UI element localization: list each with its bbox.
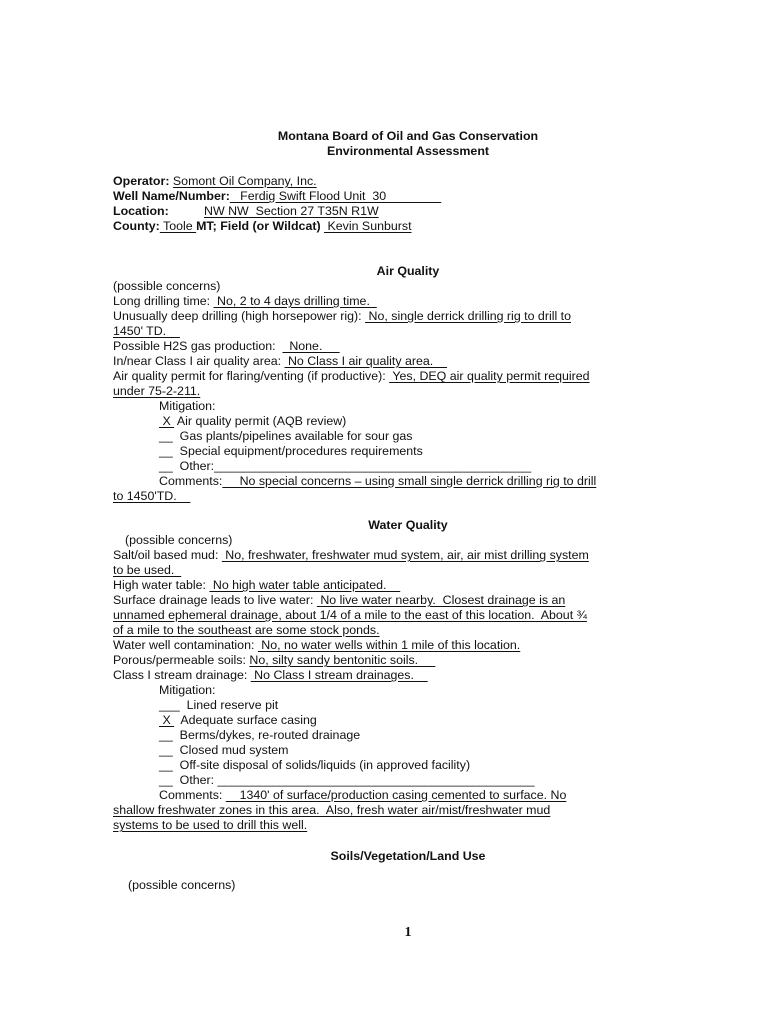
location-line: Location: NW NW Section 27 T35N R1W	[113, 204, 379, 218]
air-q-h2s: Possible H2S gas production: None.	[113, 339, 340, 353]
document-title: Montana Board of Oil and Gas Conservation	[277, 129, 539, 143]
air-q-permit: Air quality permit for flaring/venting (if productive): Yes, DEQ air quality permit required	[113, 369, 590, 383]
water-mitigation-item: __ Off-site disposal of solids/liquids (in approved facility)	[159, 758, 471, 772]
water-comments: Comments: 1340' of surface/production casing cemented to surface. No	[159, 788, 567, 802]
water-mitigation-item: X Adequate surface casing	[159, 713, 317, 727]
air-mitigation-label: Mitigation:	[159, 399, 216, 413]
water-comments-cont: systems to be used to drill this well.	[113, 818, 308, 832]
water-q-surface-drainage: Surface drainage leads to live water: No live water nearby. Closest drainage is an	[113, 593, 566, 607]
water-mitigation-item: __ Berms/dykes, re-routed drainage	[159, 728, 361, 742]
water-possible-concerns: (possible concerns)	[125, 533, 233, 547]
air-comments: Comments: No special concerns – using small single derrick drilling rig to drill	[159, 474, 597, 488]
operator-line: Operator: Somont Oil Company, Inc.	[113, 174, 317, 188]
county-value: Toole	[159, 219, 197, 233]
page-number: 1	[404, 925, 412, 940]
water-q-stream: Class I stream drainage: No Class I stream drainages.	[113, 668, 428, 682]
water-q-mud-cont: to be used.	[113, 563, 182, 577]
air-q-drilling-time: Long drilling time: No, 2 to 4 days drilling time.	[113, 294, 377, 308]
location-value: NW NW Section 27 T35N R1W	[204, 204, 379, 218]
air-mitigation-item: __ Other:______________________________________________	[159, 459, 532, 473]
water-mitigation-item: __ Closed mud system	[159, 743, 289, 757]
water-q-soils: Porous/permeable soils: No, silty sandy bentonitic soils.	[113, 653, 436, 667]
air-q-class-one: In/near Class I air quality area: No Class I air quality area.	[113, 354, 448, 368]
field-value: Kevin Sunburst	[324, 219, 412, 233]
air-quality-heading: Air Quality	[376, 264, 440, 278]
operator-value: Somont Oil Company, Inc.	[172, 174, 317, 188]
air-possible-concerns: (possible concerns)	[113, 279, 221, 293]
air-q-permit-cont: under 75-2-211.	[113, 384, 201, 398]
water-q-surface-drainage-cont: unnamed ephemeral drainage, about 1/4 of a mile to the east of this location. About ¾	[113, 608, 587, 622]
air-q-deep-drilling: Unusually deep drilling (high horsepower rig): No, single derrick drilling rig to drill to	[113, 309, 571, 323]
well-line: Well Name/Number: Ferdig Swift Flood Unit 30	[113, 189, 442, 203]
water-quality-heading: Water Quality	[368, 518, 448, 532]
well-value: Ferdig Swift Flood Unit 30	[229, 189, 442, 203]
water-mitigation-item: __ Other: ______________________________________________	[159, 773, 535, 787]
air-mitigation-item: __ Special equipment/procedures requirements	[159, 444, 423, 458]
water-q-surface-drainage-cont: of a mile to the southeast are some stock ponds.	[113, 623, 380, 637]
document-subtitle: Environmental Assessment	[326, 144, 490, 158]
air-mitigation-item: X Air quality permit (AQB review)	[159, 414, 347, 428]
soils-heading: Soils/Vegetation/Land Use	[330, 849, 486, 863]
air-mitigation-item: __ Gas plants/pipelines available for sour gas	[159, 429, 413, 443]
water-comments-cont: shallow freshwater zones in this area. Also, fresh water air/mist/freshwater mud	[113, 803, 551, 817]
soils-possible-concerns: (possible concerns)	[128, 878, 236, 892]
county-line: County: Toole MT; Field (or Wildcat) Kevin Sunburst	[113, 219, 412, 233]
water-mitigation-item: ___ Lined reserve pit	[159, 698, 279, 712]
air-comments-cont: to 1450'TD.	[113, 489, 191, 503]
water-mitigation-label: Mitigation:	[159, 683, 216, 697]
air-q-deep-drilling-cont: 1450' TD.	[113, 324, 180, 338]
water-q-water-table: High water table: No high water table anticipated.	[113, 578, 401, 592]
water-q-well-contamination: Water well contamination: No, no water wells within 1 mile of this location.	[113, 638, 521, 652]
water-q-mud: Salt/oil based mud: No, freshwater, freshwater mud system, air, air mist drilling system	[113, 548, 589, 562]
